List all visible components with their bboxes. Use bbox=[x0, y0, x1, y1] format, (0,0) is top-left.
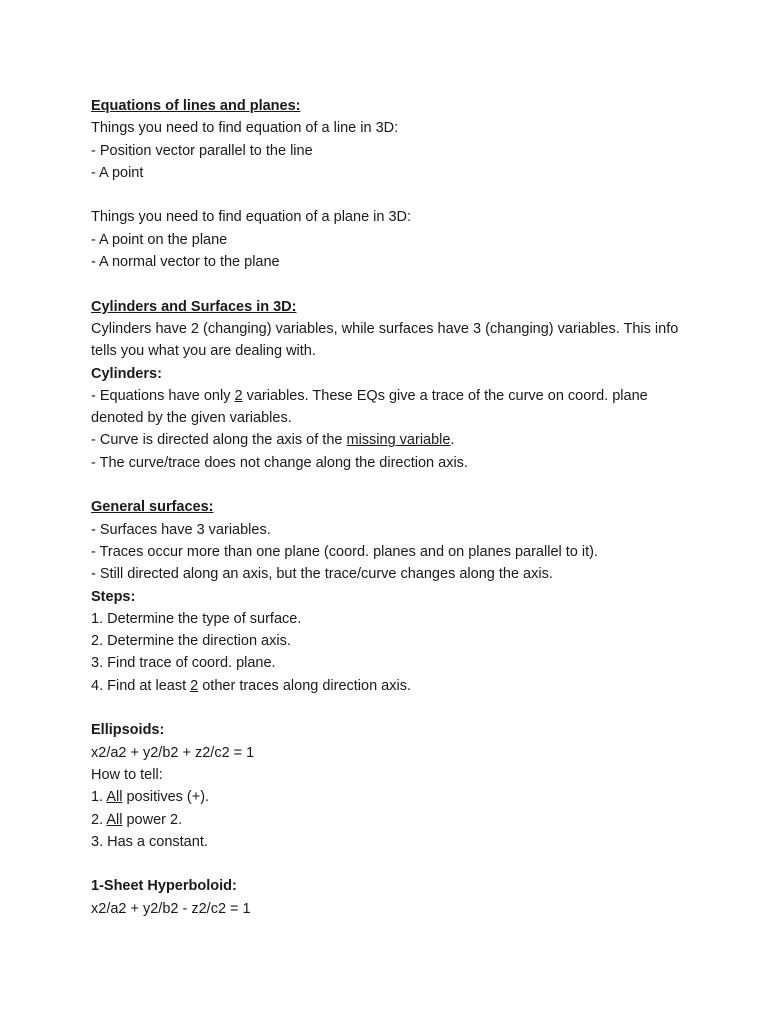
cylinders-surfaces-intro: Cylinders have 2 (changing) variables, while surfaces have 3 (changing) variables. This info tells you what you are dealing with. bbox=[91, 320, 679, 360]
hyperboloid-heading: 1-Sheet Hyperboloid: bbox=[91, 878, 237, 895]
step-item: 1. Determine the type of surface. bbox=[91, 610, 302, 627]
ellipsoids-heading: Ellipsoids: bbox=[91, 722, 165, 739]
list-item bbox=[91, 809, 691, 831]
hyperboloid-equation: x2/a2 + y2/b2 - z2/c2 = 1 bbox=[91, 900, 251, 917]
list-item: - A normal vector to the plane bbox=[91, 254, 280, 271]
text-segment: 2. bbox=[91, 811, 107, 828]
text-segment: - Curve is directed along the axis of the bbox=[91, 432, 347, 449]
ellipsoid-equation: x2/a2 + y2/b2 + z2/c2 = 1 bbox=[91, 744, 255, 761]
spacer bbox=[91, 273, 691, 295]
list-item: - A point bbox=[91, 164, 144, 181]
step-item bbox=[91, 675, 691, 697]
text-segment: variables. These EQs give a trace of the curve on coord. plane denoted by the given variables. bbox=[91, 387, 648, 427]
text-segment: other traces along direction axis. bbox=[198, 677, 411, 694]
list-item bbox=[91, 786, 691, 808]
list-item: - Traces occur more than one plane (coord. planes and on planes parallel to it). bbox=[91, 543, 598, 560]
general-surfaces-heading: General surfaces: bbox=[91, 499, 214, 516]
spacer bbox=[91, 853, 691, 875]
text-segment: positives (+). bbox=[122, 789, 210, 806]
line-intro: Things you need to find equation of a line in 3D: bbox=[91, 120, 399, 137]
text-segment: 1. bbox=[91, 789, 107, 806]
list-item: - A point on the plane bbox=[91, 231, 228, 248]
document-page bbox=[91, 95, 691, 920]
lines-planes-heading: Equations of lines and planes: bbox=[91, 98, 301, 114]
list-item: - Position vector parallel to the line bbox=[91, 142, 313, 159]
step-item: 2. Determine the direction axis. bbox=[91, 633, 291, 650]
list-item bbox=[91, 385, 691, 430]
underlined-text: All bbox=[106, 811, 123, 828]
underlined-text: 2 bbox=[234, 387, 243, 404]
text-segment: . bbox=[450, 432, 455, 449]
list-item: - Surfaces have 3 variables. bbox=[91, 521, 271, 538]
spacer bbox=[91, 184, 691, 206]
step-item: 3. Find trace of coord. plane. bbox=[91, 655, 276, 672]
text-segment: power 2. bbox=[122, 811, 183, 828]
plane-intro: Things you need to find equation of a plane in 3D: bbox=[91, 209, 412, 226]
steps-heading: Steps: bbox=[91, 588, 136, 605]
list-item: 3. Has a constant. bbox=[91, 833, 208, 850]
underlined-text: missing variable bbox=[346, 432, 451, 449]
spacer bbox=[91, 697, 691, 719]
how-to-tell-label: How to tell: bbox=[91, 766, 163, 783]
spacer bbox=[91, 474, 691, 496]
list-item: - Still directed along an axis, but the trace/curve changes along the axis. bbox=[91, 566, 553, 583]
list-item bbox=[91, 429, 691, 451]
list-item: - The curve/trace does not change along the direction axis. bbox=[91, 454, 468, 471]
cylinders-surfaces-heading: Cylinders and Surfaces in 3D: bbox=[91, 298, 297, 315]
underlined-text: All bbox=[106, 789, 123, 806]
cylinders-heading: Cylinders: bbox=[91, 365, 162, 382]
underlined-text: 2 bbox=[190, 677, 199, 694]
text-segment: 4. Find at least bbox=[91, 677, 191, 694]
text-segment: - Equations have only bbox=[91, 387, 235, 404]
